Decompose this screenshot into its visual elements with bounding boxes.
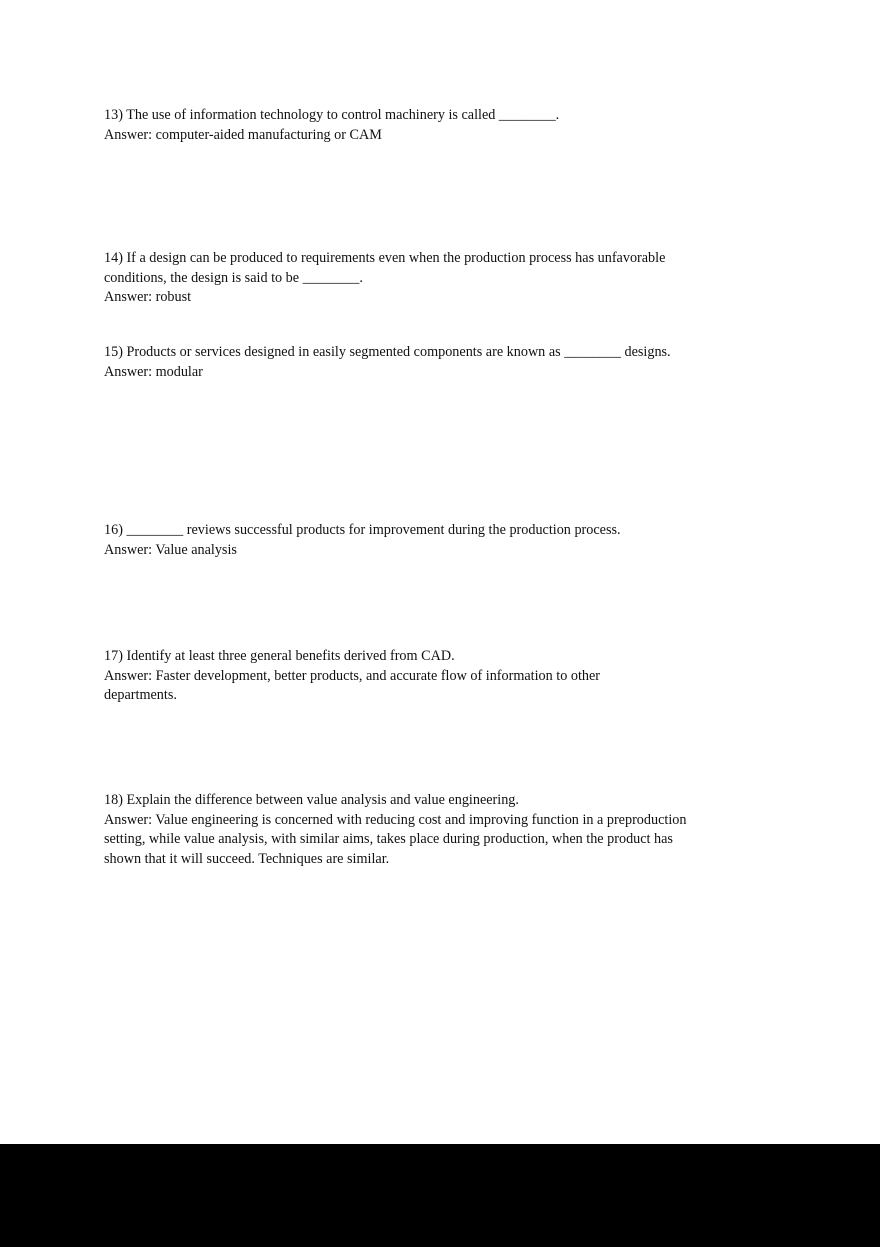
question-16: [104, 521, 704, 560]
question-text: 15) Products or services designed in easily segmented components are known as ________ designs.: [104, 344, 671, 360]
answer-text: Answer: Faster development, better products, and accurate flow of information to other departments.: [104, 667, 601, 703]
question-text: 18) Explain the difference between value analysis and value engineering.: [104, 792, 519, 808]
question-17: [104, 647, 634, 706]
question-text: 14) If a design can be produced to requirements even when the production process has unfavorable conditions, the design is said to be ________.: [104, 250, 666, 286]
question-15: [104, 343, 724, 382]
answer-text: Answer: computer-aided manufacturing or CAM: [104, 126, 382, 143]
question-18: [104, 791, 710, 869]
viewer-background: [0, 1144, 880, 1247]
answer-text: Answer: modular: [104, 363, 203, 380]
question-14: [104, 249, 694, 308]
question-text: 13) The use of information technology to control machinery is called ________.: [104, 107, 560, 123]
question-13: [104, 106, 704, 145]
question-text: 17) Identify at least three general benefits derived from CAD.: [104, 648, 455, 664]
question-text: 16) ________ reviews successful products for improvement during the production process.: [104, 522, 621, 538]
answer-text: Answer: Value analysis: [104, 541, 237, 558]
answer-text: Answer: robust: [104, 289, 192, 305]
answer-text: Answer: Value engineering is concerned with reducing cost and improving function in a preproduction setting, while value analysis, with similar aims, takes place during production, when the product has shown that it will succeed. Techniques are similar.: [104, 811, 687, 867]
